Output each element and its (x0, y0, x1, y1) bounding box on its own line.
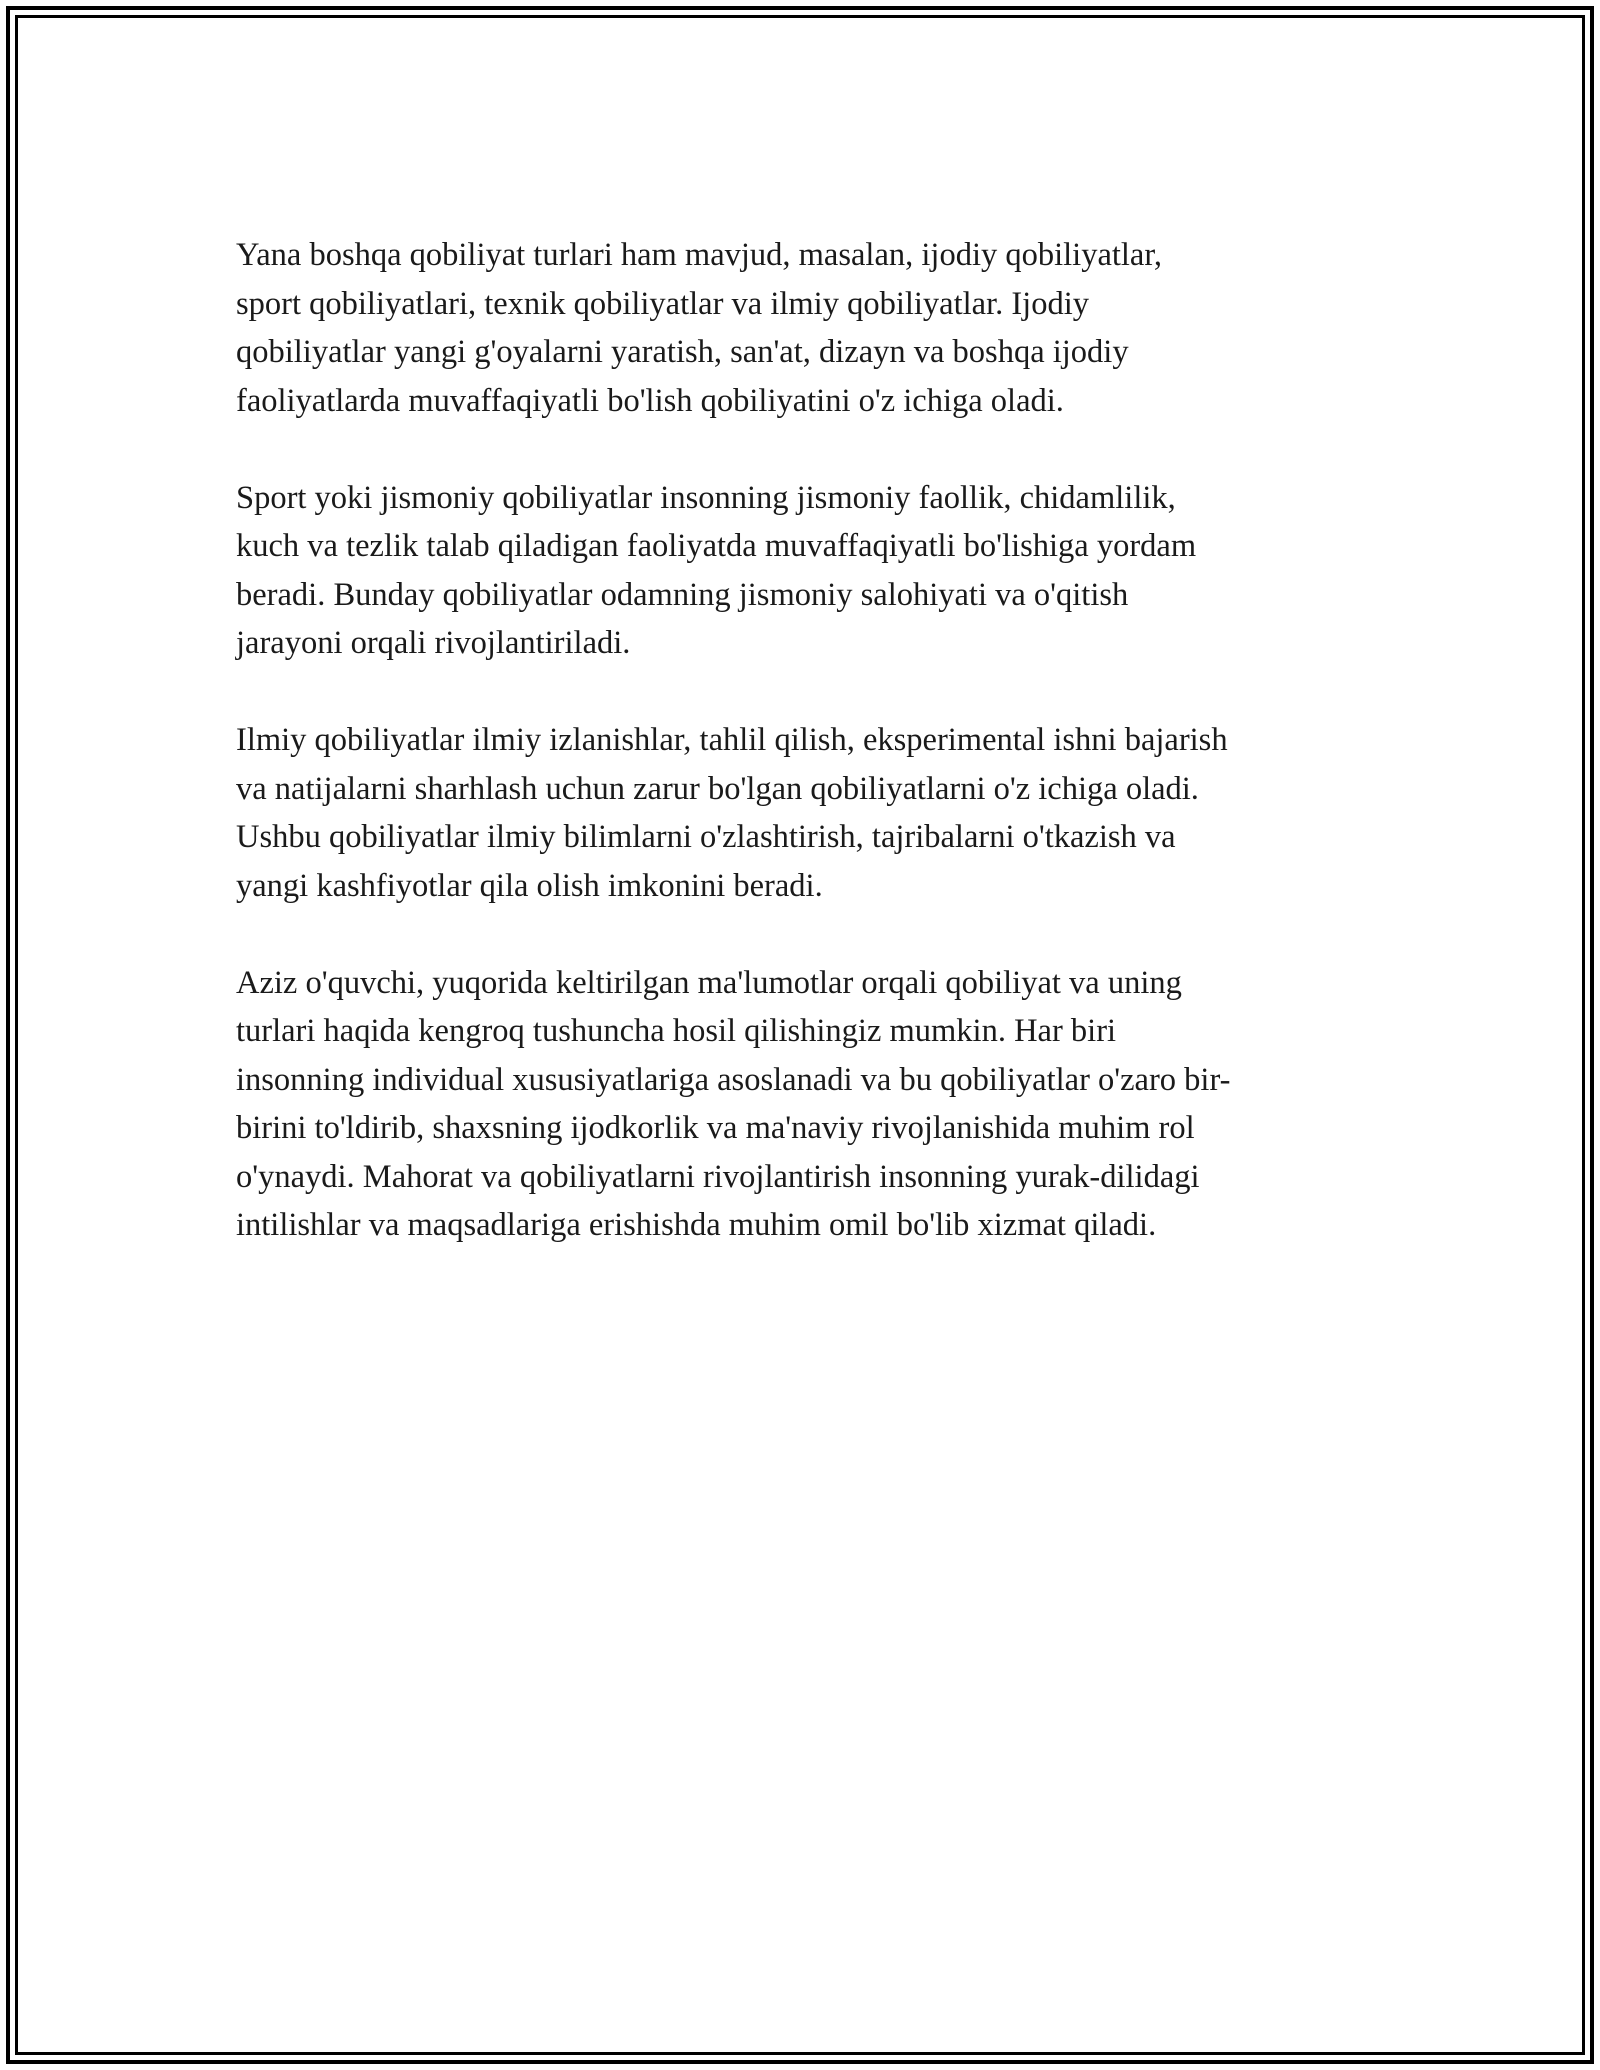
paragraph-line: Sport yoki jismoniy qobiliyatlar insonning jismoniy faollik, chidamlilik, (236, 479, 1176, 516)
paragraph-line: insonning individual xususiyatlariga asoslanadi va bu qobiliyatlar o'zaro bir- (236, 1061, 1231, 1098)
paragraph-4 (236, 959, 1366, 1250)
paragraph-line: Aziz o'quvchi, yuqorida keltirilgan ma'lumotlar orqali qobiliyat va uning (236, 964, 1182, 1001)
paragraph-line: qobiliyatlar yangi g'oyalarni yaratish, san'at, dizayn va boshqa ijodiy (236, 334, 1129, 370)
paragraph-line: o'ynaydi. Mahorat va qobiliyatlarni rivojlantirish insonning yurak-dilidagi (236, 1158, 1200, 1195)
paragraph-line: turlari haqida kengroq tushuncha hosil qilishingiz mumkin. Har biri (236, 1013, 1117, 1049)
paragraph-line: Yana boshqa qobiliyat turlari ham mavjud, masalan, ijodiy qobiliyatlar, (236, 237, 1162, 273)
document-body (236, 231, 1366, 1298)
paragraph-line: birini to'ldirib, shaxsning ijodkorlik va ma'naviy rivojlanishida muhim rol (236, 1110, 1195, 1146)
paragraph-line: intilishlar va maqsadlariga erishishda muhim omil bo'lib xizmat qiladi. (236, 1207, 1157, 1243)
paragraph-line: va natijalarni sharhlash uchun zarur bo'lgan qobiliyatlarni o'z ichiga oladi. (236, 770, 1199, 807)
paragraph-line: kuch va tezlik talab qiladigan faoliyatda muvaffaqiyatli bo'lishiga yordam (236, 528, 1197, 564)
paragraph-3 (236, 716, 1366, 910)
paragraph-line: faoliyatlarda muvaffaqiyatli bo'lish qobiliyatini o'z ichiga oladi. (236, 382, 1064, 419)
paragraph-2 (236, 474, 1366, 668)
paragraph-line: Ilmiy qobiliyatlar ilmiy izlanishlar, tahlil qilish, eksperimental ishni bajarish (236, 722, 1228, 758)
paragraph-line: Ushbu qobiliyatlar ilmiy bilimlarni o'zlashtirish, tajribalarni o'tkazish va (236, 819, 1176, 855)
paragraph-1 (236, 231, 1366, 425)
paragraph-line: jarayoni orqali rivojlantiriladi. (236, 625, 631, 661)
paragraph-line: yangi kashfiyotlar qila olish imkonini beradi. (236, 867, 823, 904)
paragraph-line: sport qobiliyatlari, texnik qobiliyatlar va ilmiy qobiliyatlar. Ijodiy (236, 285, 1089, 322)
paragraph-line: beradi. Bunday qobiliyatlar odamning jismoniy salohiyati va o'qitish (236, 576, 1129, 613)
